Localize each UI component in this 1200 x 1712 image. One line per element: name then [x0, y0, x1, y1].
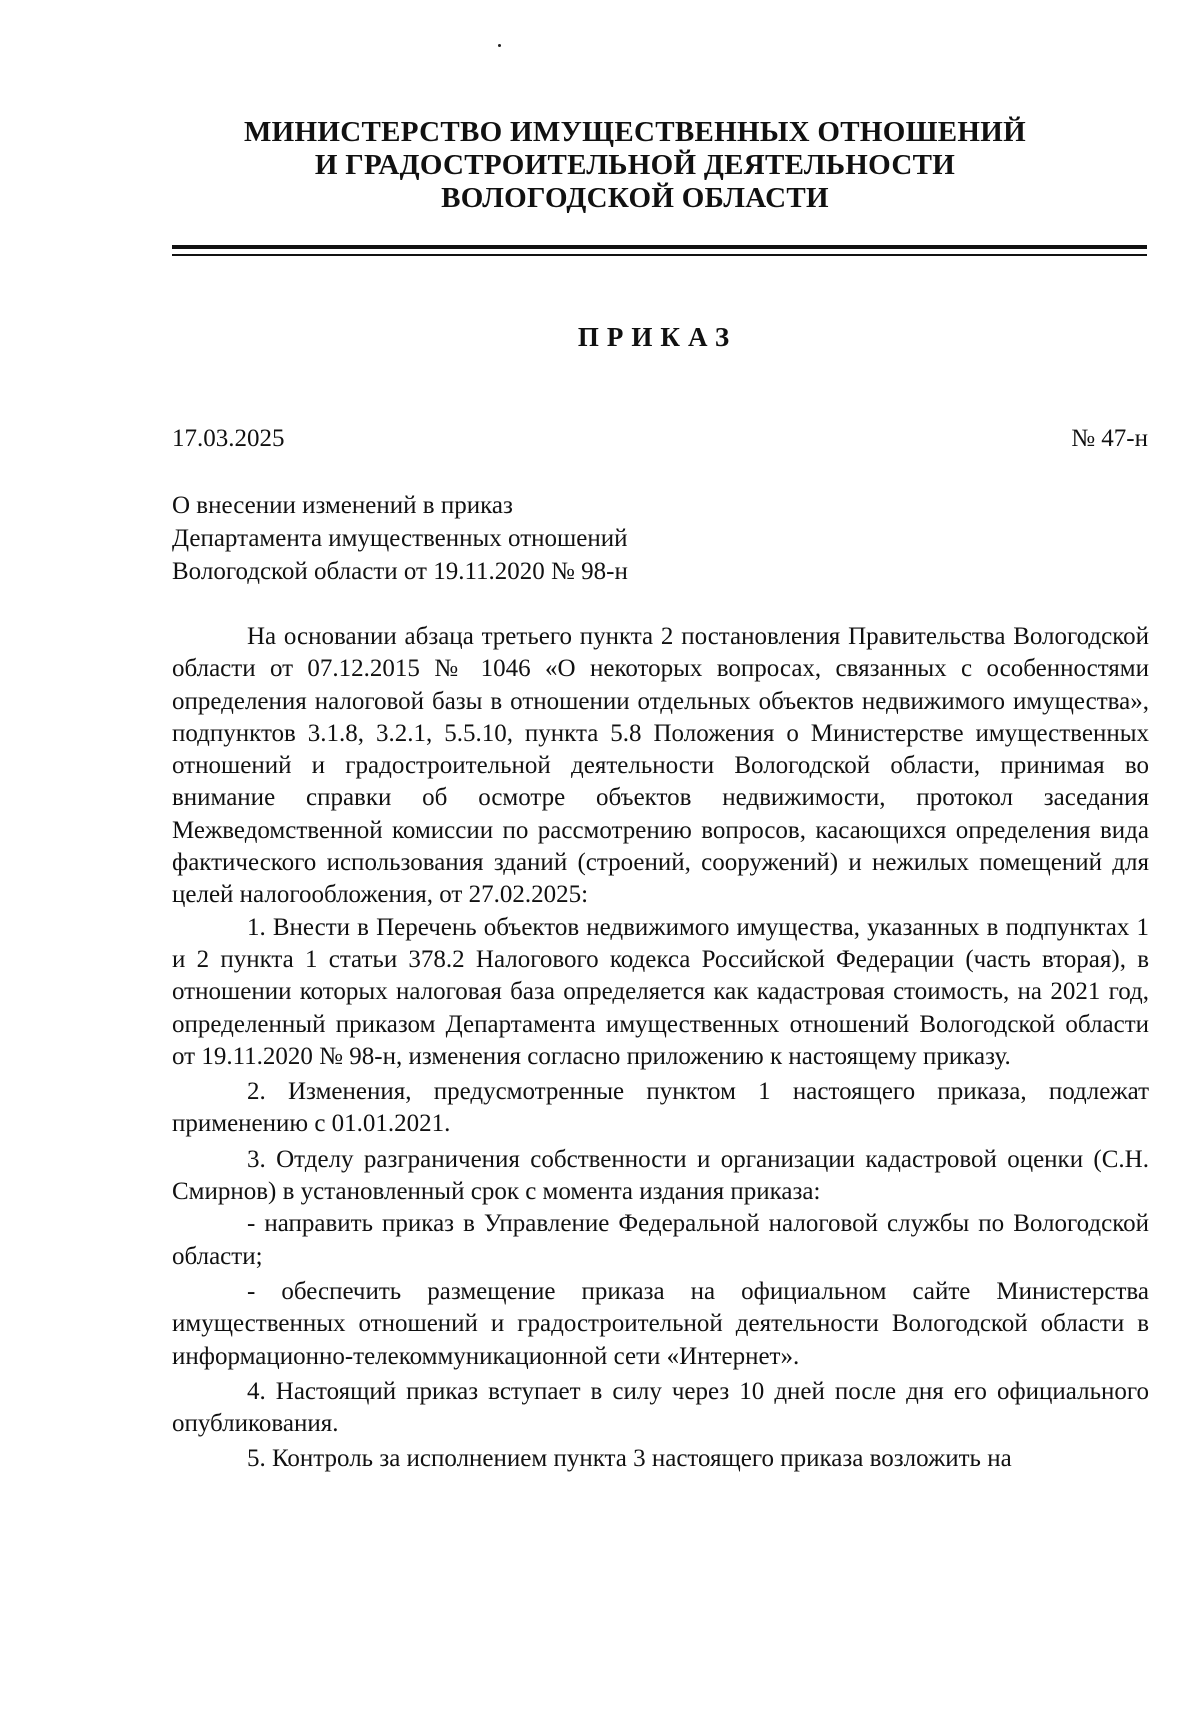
- clause-3-item-2: - обеспечить размещение приказа на официальном сайте Министерства имущественных отношений и градостроительной деятельности Вологодской области в информационно-телекоммуникационной сети «Интернет».: [172, 1277, 1149, 1370]
- subject-line: Департамента имущественных отношений: [172, 525, 628, 552]
- clause-1: 1. Внести в Перечень объектов недвижимого имущества, указанных в подпунктах 1 и 2 пункта 1 статьи 378.2 Налогового кодекса Российской Федерации (часть вторая), в отношении которых налоговая база определяется как кадастровая стоимость, на 2021 год, определенный приказом Департамента имущественных отношений Вологодской области от 19.11.2020 № 98-н, изменения согласно приложению к настоящему приказу.: [172, 913, 1149, 1070]
- header-divider-thick: [172, 245, 1147, 249]
- scan-speck: [498, 44, 501, 47]
- clause-3-item-1: - направить приказ в Управление Федеральной налоговой службы по Вологодской области;: [172, 1210, 1149, 1270]
- document-number: № 47-н: [1071, 425, 1148, 452]
- document-date: 17.03.2025: [172, 425, 285, 452]
- clause-3: 3. Отделу разграничения собственности и организации кадастровой оценки (С.Н. Смирнов) в установленный срок с момента издания приказа:: [172, 1145, 1149, 1206]
- subject-line: Вологодской области от 19.11.2020 № 98-н: [172, 558, 628, 585]
- ministry-heading: [170, 116, 1100, 215]
- preamble-paragraph: На основании абзаца третьего пункта 2 постановления Правительства Вологодской области от 07.12.2015 № 1046 «О некоторых вопросах, связанных с особенностями определения налоговой базы в отношении отдельных объектов недвижимого имущества», подпунктов 3.1.8, 3.2.1, 5.5.10, пункта 5.8 Положения о Министерстве имущественных отношений и градостроительной деятельности Вологодской области, принимая во внимание справки об осмотре объектов недвижимости, протокол заседания Межведомственной комиссии по рассмотрению вопросов, касающихся определения вида фактического использования зданий (строений, сооружений) и нежилых помещений для целей налогообложения, от 27.02.2025:: [172, 623, 1149, 909]
- ministry-line: МИНИСТЕРСТВО ИМУЩЕСТВЕННЫХ ОТНОШЕНИЙ: [243, 116, 1026, 148]
- document-subject: [172, 489, 628, 588]
- header-divider-thin: [172, 254, 1147, 256]
- document-type-title: ПРИКАЗ: [577, 322, 738, 352]
- ministry-line: ВОЛОГОДСКОЙ ОБЛАСТИ: [441, 182, 829, 214]
- clause-5: 5. Контроль за исполнением пункта 3 настоящего приказа возложить на: [247, 1445, 1012, 1473]
- document-body: [172, 621, 1149, 1476]
- ministry-line: И ГРАДОСТРОИТЕЛЬНОЙ ДЕЯТЕЛЬНОСТИ: [314, 149, 956, 181]
- clause-2: 2. Изменения, предусмотренные пунктом 1 настоящего приказа, подлежат применению с 01.01.2021.: [172, 1078, 1149, 1138]
- subject-line: О внесении изменений в приказ: [172, 492, 513, 519]
- clause-4: 4. Настоящий приказ вступает в силу через 10 дней после дня его официального опубликования.: [172, 1377, 1149, 1438]
